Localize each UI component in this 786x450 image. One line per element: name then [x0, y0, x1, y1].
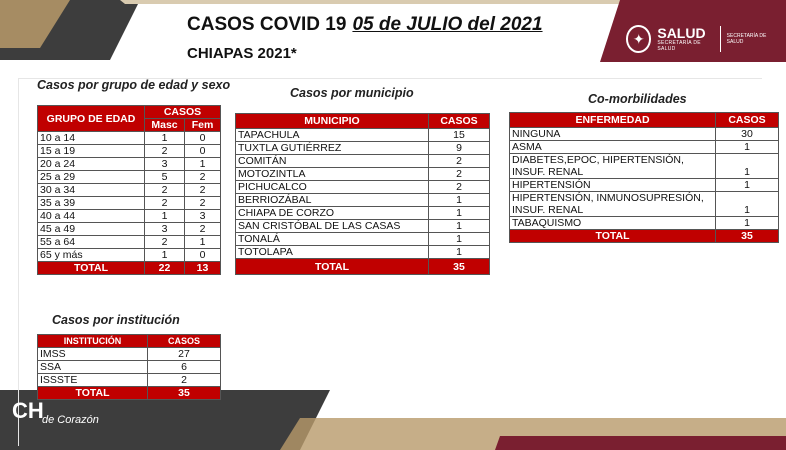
logo-subname: SECRETARÍA DE SALUD: [657, 40, 701, 52]
edad-fem-cell: 2: [185, 223, 221, 236]
logo-divider: [720, 26, 721, 52]
table-row: [236, 207, 490, 220]
comorb-cases-cell: 30: [716, 128, 779, 141]
edad-group-cell: 55 a 64: [38, 236, 145, 249]
table-row: [38, 249, 221, 262]
table-row: [38, 184, 221, 197]
title-prefix: CASOS COVID 19: [187, 14, 347, 35]
municipio-name-cell: BERRIOZÁBAL: [236, 194, 429, 207]
institucion-total-label: TOTAL: [38, 387, 148, 400]
comorb-name-cell: TABAQUISMO: [510, 217, 716, 230]
logo-name: SALUD: [657, 25, 706, 41]
municipio-table: [235, 113, 490, 275]
municipio-cases-cell: 1: [429, 194, 490, 207]
table-row: [510, 217, 779, 230]
edad-masc-cell: 2: [145, 184, 185, 197]
edad-group-cell: 40 a 44: [38, 210, 145, 223]
table-row: [236, 155, 490, 168]
edad-fem-cell: 0: [185, 249, 221, 262]
municipio-cases-cell: 1: [429, 220, 490, 233]
col-casos: CASOS: [145, 106, 221, 119]
col-casos: CASOS: [148, 335, 221, 348]
municipio-section-title: Casos por municipio: [290, 86, 414, 100]
table-row: [38, 145, 221, 158]
institucion-cases-cell: 6: [148, 361, 221, 374]
institucion-section-title: Casos por institución: [52, 313, 180, 327]
edad-masc-cell: 3: [145, 223, 185, 236]
municipio-name-cell: CHIAPA DE CORZO: [236, 207, 429, 220]
institucion-name-cell: SSA: [38, 361, 148, 374]
municipio-name-cell: TOTOLAPA: [236, 246, 429, 259]
comorb-name-cell: HIPERTENSIÓN: [510, 179, 716, 192]
comorb-name-cell: HIPERTENSIÓN, INMUNOSUPRESIÓN, INSUF. RENAL: [510, 192, 716, 217]
municipio-total: 35: [429, 259, 490, 275]
municipio-cases-cell: 2: [429, 155, 490, 168]
edad-masc-cell: 5: [145, 171, 185, 184]
table-row: [38, 361, 221, 374]
table-row: [236, 129, 490, 142]
comorb-name-cell: NINGUNA: [510, 128, 716, 141]
comorb-name-cell: ASMA: [510, 141, 716, 154]
edad-group-cell: 30 a 34: [38, 184, 145, 197]
logo-secondary: SECRETARÍA DE SALUD: [726, 32, 767, 45]
edad-group-cell: 35 a 39: [38, 197, 145, 210]
col-enfermedad: ENFERMEDAD: [510, 113, 716, 128]
salud-logo: [626, 18, 778, 60]
table-row: [38, 210, 221, 223]
footer-tagline: de Corazón: [42, 414, 99, 426]
edad-fem-cell: 0: [185, 145, 221, 158]
table-row: [236, 142, 490, 155]
edad-masc-cell: 2: [145, 236, 185, 249]
title-date: 05 de JULIO del 2021: [352, 14, 543, 35]
table-row: [38, 374, 221, 387]
table-row: [38, 223, 221, 236]
table-row: [236, 168, 490, 181]
edad-fem-cell: 1: [185, 236, 221, 249]
municipio-name-cell: TONALÁ: [236, 233, 429, 246]
edad-group-cell: 10 a 14: [38, 132, 145, 145]
edad-fem-cell: 2: [185, 184, 221, 197]
municipio-name-cell: SAN CRISTÓBAL DE LAS CASAS: [236, 220, 429, 233]
table-row: [38, 132, 221, 145]
municipio-cases-cell: 2: [429, 168, 490, 181]
municipio-name-cell: TAPACHULA: [236, 129, 429, 142]
edad-total-masc: 22: [145, 262, 185, 275]
page-title: [187, 14, 543, 36]
table-row: [510, 128, 779, 141]
table-row: [236, 181, 490, 194]
table-row: [510, 192, 779, 217]
table-row: [510, 179, 779, 192]
col-grupo-edad: GRUPO DE EDAD: [38, 106, 145, 132]
table-row: [38, 158, 221, 171]
edad-group-cell: 20 a 24: [38, 158, 145, 171]
edad-total-label: TOTAL: [38, 262, 145, 275]
comorb-cases-cell: 1: [716, 141, 779, 154]
municipio-cases-cell: 1: [429, 246, 490, 259]
edad-fem-cell: 2: [185, 197, 221, 210]
table-row: [510, 141, 779, 154]
edad-group-cell: 65 y más: [38, 249, 145, 262]
institucion-name-cell: IMSS: [38, 348, 148, 361]
comorb-cases-cell: 1: [716, 154, 779, 179]
table-row: [38, 348, 221, 361]
institucion-table: [37, 334, 221, 400]
eagle-seal-icon: ✦: [626, 25, 651, 53]
edad-fem-cell: 2: [185, 171, 221, 184]
institucion-cases-cell: 27: [148, 348, 221, 361]
comorb-cases-cell: 1: [716, 179, 779, 192]
col-casos: CASOS: [429, 114, 490, 129]
comorb-name-cell: DIABETES,EPOC, HIPERTENSIÓN, INSUF. RENAL: [510, 154, 716, 179]
col-fem: Fem: [185, 119, 221, 132]
comorb-total: 35: [716, 230, 779, 243]
edad-group-cell: 25 a 29: [38, 171, 145, 184]
edad-masc-cell: 3: [145, 158, 185, 171]
municipio-cases-cell: 1: [429, 207, 490, 220]
comorb-section-title: Co-morbilidades: [588, 92, 687, 106]
edad-masc-cell: 1: [145, 210, 185, 223]
edad-group-cell: 15 a 19: [38, 145, 145, 158]
comorb-table: [509, 112, 779, 243]
municipio-cases-cell: 15: [429, 129, 490, 142]
table-row: [236, 246, 490, 259]
edad-masc-cell: 1: [145, 132, 185, 145]
page-subtitle: CHIAPAS 2021*: [187, 45, 297, 62]
edad-fem-cell: 1: [185, 158, 221, 171]
table-row: [38, 171, 221, 184]
edad-masc-cell: 1: [145, 249, 185, 262]
municipio-name-cell: TUXTLA GUTIÉRREZ: [236, 142, 429, 155]
comorb-cases-cell: 1: [716, 217, 779, 230]
edad-group-cell: 45 a 49: [38, 223, 145, 236]
municipio-total-label: TOTAL: [236, 259, 429, 275]
edad-fem-cell: 3: [185, 210, 221, 223]
col-masc: Masc: [145, 119, 185, 132]
municipio-cases-cell: 1: [429, 233, 490, 246]
col-casos: CASOS: [716, 113, 779, 128]
edad-masc-cell: 2: [145, 197, 185, 210]
institucion-cases-cell: 2: [148, 374, 221, 387]
table-row: [38, 236, 221, 249]
municipio-name-cell: MOTOZINTLA: [236, 168, 429, 181]
table-row: [236, 233, 490, 246]
edad-masc-cell: 2: [145, 145, 185, 158]
edad-section-title: Casos por grupo de edad y sexo: [37, 78, 231, 92]
edad-table: [37, 105, 221, 275]
edad-total-fem: 13: [185, 262, 221, 275]
municipio-cases-cell: 2: [429, 181, 490, 194]
edad-fem-cell: 0: [185, 132, 221, 145]
municipio-cases-cell: 9: [429, 142, 490, 155]
col-municipio: MUNICIPIO: [236, 114, 429, 129]
municipio-name-cell: PICHUCALCO: [236, 181, 429, 194]
comorb-total-label: TOTAL: [510, 230, 716, 243]
municipio-name-cell: COMITÁN: [236, 155, 429, 168]
table-row: [510, 154, 779, 179]
institucion-total: 35: [148, 387, 221, 400]
table-row: [38, 197, 221, 210]
col-institucion: INSTITUCIÓN: [38, 335, 148, 348]
institucion-name-cell: ISSSTE: [38, 374, 148, 387]
comorb-cases-cell: 1: [716, 192, 779, 217]
table-row: [236, 220, 490, 233]
footer-brand: CH: [12, 398, 44, 423]
table-row: [236, 194, 490, 207]
